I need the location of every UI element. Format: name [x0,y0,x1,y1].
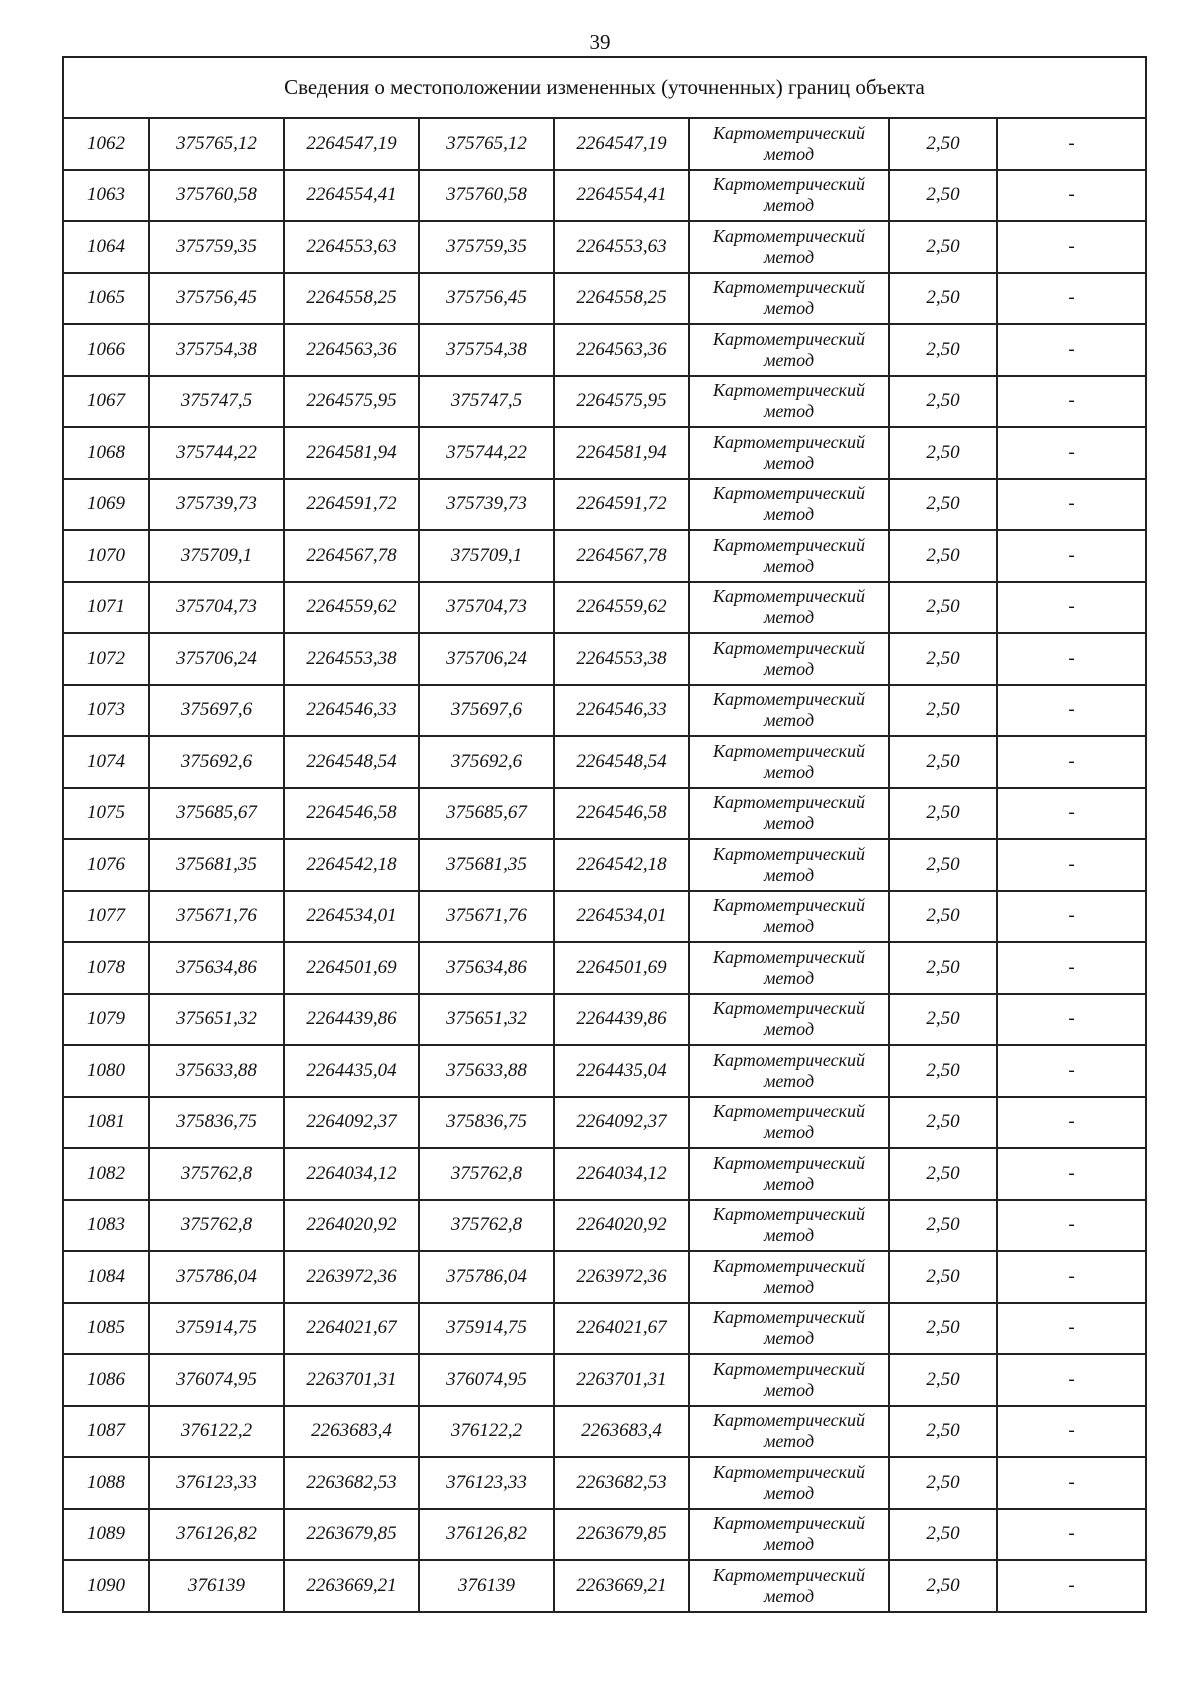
refined-y-cell: 2264563,36 [554,324,689,376]
method-cell: Картометрический метод [689,942,889,994]
refined-x-cell: 375706,24 [419,633,554,685]
description-cell: - [997,1457,1146,1509]
existing-y-cell: 2263669,21 [284,1560,419,1612]
description-cell: - [997,1406,1146,1458]
table-row [63,530,1146,582]
accuracy-cell: 2,50 [889,273,997,325]
accuracy-cell: 2,50 [889,1457,997,1509]
point-number-cell: 1075 [63,788,149,840]
point-number-cell: 1088 [63,1457,149,1509]
method-cell: Картометрический метод [689,273,889,325]
existing-x-cell: 375762,8 [149,1148,284,1200]
existing-x-cell: 376122,2 [149,1406,284,1458]
table-title-row [63,57,1146,118]
accuracy-cell: 2,50 [889,1200,997,1252]
accuracy-cell: 2,50 [889,1509,997,1561]
method-cell: Картометрический метод [689,736,889,788]
point-number-cell: 1067 [63,376,149,428]
table-row [63,1303,1146,1355]
table-row [63,994,1146,1046]
description-cell: - [997,1200,1146,1252]
accuracy-cell: 2,50 [889,891,997,943]
existing-y-cell: 2264581,94 [284,427,419,479]
existing-x-cell: 375765,12 [149,118,284,170]
method-cell: Картометрический метод [689,994,889,1046]
description-cell: - [997,994,1146,1046]
refined-y-cell: 2264546,33 [554,685,689,737]
description-cell: - [997,736,1146,788]
existing-y-cell: 2263679,85 [284,1509,419,1561]
point-number-cell: 1077 [63,891,149,943]
existing-x-cell: 375836,75 [149,1097,284,1149]
existing-y-cell: 2263683,4 [284,1406,419,1458]
accuracy-cell: 2,50 [889,1148,997,1200]
refined-y-cell: 2264439,86 [554,994,689,1046]
accuracy-cell: 2,50 [889,479,997,531]
description-cell: - [997,1560,1146,1612]
existing-y-cell: 2264021,67 [284,1303,419,1355]
method-cell: Картометрический метод [689,118,889,170]
description-cell: - [997,1303,1146,1355]
existing-x-cell: 375681,35 [149,839,284,891]
method-cell: Картометрический метод [689,324,889,376]
refined-y-cell: 2264548,54 [554,736,689,788]
table-row [63,1354,1146,1406]
refined-x-cell: 375671,76 [419,891,554,943]
existing-x-cell: 375760,58 [149,170,284,222]
method-cell: Картометрический метод [689,891,889,943]
refined-y-cell: 2264558,25 [554,273,689,325]
point-number-cell: 1065 [63,273,149,325]
accuracy-cell: 2,50 [889,1560,997,1612]
refined-x-cell: 375914,75 [419,1303,554,1355]
method-cell: Картометрический метод [689,1457,889,1509]
method-cell: Картометрический метод [689,582,889,634]
method-cell: Картометрический метод [689,685,889,737]
refined-x-cell: 375762,8 [419,1200,554,1252]
description-cell: - [997,942,1146,994]
table-row [63,1200,1146,1252]
point-number-cell: 1063 [63,170,149,222]
method-cell: Картометрический метод [689,530,889,582]
method-cell: Картометрический метод [689,839,889,891]
existing-x-cell: 376139 [149,1560,284,1612]
existing-y-cell: 2264546,33 [284,685,419,737]
table-row [63,479,1146,531]
existing-y-cell: 2264547,19 [284,118,419,170]
refined-y-cell: 2264553,63 [554,221,689,273]
accuracy-cell: 2,50 [889,376,997,428]
existing-x-cell: 375651,32 [149,994,284,1046]
existing-y-cell: 2263682,53 [284,1457,419,1509]
method-cell: Картометрический метод [689,1406,889,1458]
accuracy-cell: 2,50 [889,324,997,376]
table-row [63,118,1146,170]
existing-x-cell: 375744,22 [149,427,284,479]
point-number-cell: 1084 [63,1251,149,1303]
refined-x-cell: 375836,75 [419,1097,554,1149]
existing-x-cell: 376074,95 [149,1354,284,1406]
method-cell: Картометрический метод [689,1148,889,1200]
accuracy-cell: 2,50 [889,1406,997,1458]
description-cell: - [997,891,1146,943]
point-number-cell: 1074 [63,736,149,788]
refined-y-cell: 2264021,67 [554,1303,689,1355]
method-cell: Картометрический метод [689,1303,889,1355]
refined-x-cell: 375739,73 [419,479,554,531]
refined-y-cell: 2264553,38 [554,633,689,685]
description-cell: - [997,376,1146,428]
point-number-cell: 1080 [63,1045,149,1097]
table-row [63,170,1146,222]
description-cell: - [997,685,1146,737]
description-cell: - [997,1354,1146,1406]
accuracy-cell: 2,50 [889,170,997,222]
method-cell: Картометрический метод [689,788,889,840]
table-row [63,1457,1146,1509]
refined-x-cell: 376074,95 [419,1354,554,1406]
existing-x-cell: 375697,6 [149,685,284,737]
point-number-cell: 1073 [63,685,149,737]
table-row [63,1251,1146,1303]
refined-x-cell: 376122,2 [419,1406,554,1458]
existing-y-cell: 2264548,54 [284,736,419,788]
description-cell: - [997,1097,1146,1149]
refined-x-cell: 375759,35 [419,221,554,273]
accuracy-cell: 2,50 [889,1303,997,1355]
refined-x-cell: 375744,22 [419,427,554,479]
refined-x-cell: 375685,67 [419,788,554,840]
refined-y-cell: 2264034,12 [554,1148,689,1200]
refined-y-cell: 2264435,04 [554,1045,689,1097]
refined-y-cell: 2263682,53 [554,1457,689,1509]
table-row [63,1097,1146,1149]
existing-x-cell: 375633,88 [149,1045,284,1097]
existing-y-cell: 2263701,31 [284,1354,419,1406]
existing-x-cell: 375704,73 [149,582,284,634]
point-number-cell: 1062 [63,118,149,170]
table-row [63,839,1146,891]
existing-y-cell: 2264553,63 [284,221,419,273]
table-row [63,942,1146,994]
method-cell: Картометрический метод [689,479,889,531]
description-cell: - [997,1045,1146,1097]
existing-x-cell: 375706,24 [149,633,284,685]
table-row [63,891,1146,943]
description-cell: - [997,479,1146,531]
method-cell: Картометрический метод [689,1200,889,1252]
point-number-cell: 1090 [63,1560,149,1612]
refined-x-cell: 375754,38 [419,324,554,376]
refined-x-cell: 375634,86 [419,942,554,994]
accuracy-cell: 2,50 [889,530,997,582]
table-row [63,736,1146,788]
existing-y-cell: 2263972,36 [284,1251,419,1303]
description-cell: - [997,118,1146,170]
refined-y-cell: 2264547,19 [554,118,689,170]
table-row [63,221,1146,273]
existing-x-cell: 375759,35 [149,221,284,273]
existing-y-cell: 2264563,36 [284,324,419,376]
point-number-cell: 1069 [63,479,149,531]
method-cell: Картометрический метод [689,1045,889,1097]
existing-y-cell: 2264546,58 [284,788,419,840]
table-row [63,1406,1146,1458]
refined-y-cell: 2264591,72 [554,479,689,531]
method-cell: Картометрический метод [689,1097,889,1149]
accuracy-cell: 2,50 [889,1354,997,1406]
refined-x-cell: 375765,12 [419,118,554,170]
description-cell: - [997,324,1146,376]
table-row [63,1148,1146,1200]
table-row [63,685,1146,737]
refined-y-cell: 2263669,21 [554,1560,689,1612]
existing-y-cell: 2264020,92 [284,1200,419,1252]
existing-y-cell: 2264591,72 [284,479,419,531]
refined-x-cell: 375681,35 [419,839,554,891]
accuracy-cell: 2,50 [889,736,997,788]
refined-y-cell: 2264567,78 [554,530,689,582]
point-number-cell: 1068 [63,427,149,479]
description-cell: - [997,633,1146,685]
table-row [63,582,1146,634]
existing-y-cell: 2264542,18 [284,839,419,891]
description-cell: - [997,582,1146,634]
method-cell: Картометрический метод [689,1251,889,1303]
existing-y-cell: 2264553,38 [284,633,419,685]
existing-x-cell: 375671,76 [149,891,284,943]
description-cell: - [997,1148,1146,1200]
table-body [63,118,1146,1612]
refined-x-cell: 376123,33 [419,1457,554,1509]
refined-y-cell: 2263679,85 [554,1509,689,1561]
table-row [63,324,1146,376]
existing-y-cell: 2264092,37 [284,1097,419,1149]
point-number-cell: 1082 [63,1148,149,1200]
accuracy-cell: 2,50 [889,942,997,994]
existing-x-cell: 375709,1 [149,530,284,582]
description-cell: - [997,1251,1146,1303]
description-cell: - [997,221,1146,273]
refined-x-cell: 375786,04 [419,1251,554,1303]
existing-y-cell: 2264559,62 [284,582,419,634]
accuracy-cell: 2,50 [889,839,997,891]
refined-y-cell: 2263972,36 [554,1251,689,1303]
refined-x-cell: 375633,88 [419,1045,554,1097]
description-cell: - [997,788,1146,840]
refined-y-cell: 2264501,69 [554,942,689,994]
accuracy-cell: 2,50 [889,118,997,170]
method-cell: Картометрический метод [689,221,889,273]
refined-x-cell: 375709,1 [419,530,554,582]
point-number-cell: 1072 [63,633,149,685]
refined-y-cell: 2264542,18 [554,839,689,891]
point-number-cell: 1079 [63,994,149,1046]
existing-x-cell: 376123,33 [149,1457,284,1509]
method-cell: Картометрический метод [689,376,889,428]
existing-x-cell: 375692,6 [149,736,284,788]
table-row [63,427,1146,479]
description-cell: - [997,530,1146,582]
refined-x-cell: 376139 [419,1560,554,1612]
method-cell: Картометрический метод [689,427,889,479]
accuracy-cell: 2,50 [889,994,997,1046]
description-cell: - [997,273,1146,325]
point-number-cell: 1070 [63,530,149,582]
accuracy-cell: 2,50 [889,582,997,634]
method-cell: Картометрический метод [689,170,889,222]
existing-y-cell: 2264435,04 [284,1045,419,1097]
refined-x-cell: 375704,73 [419,582,554,634]
refined-y-cell: 2264575,95 [554,376,689,428]
refined-y-cell: 2264534,01 [554,891,689,943]
existing-y-cell: 2264554,41 [284,170,419,222]
method-cell: Картометрический метод [689,633,889,685]
table-title: Сведения о местоположении измененных (уточненных) границ объекта [63,57,1146,118]
existing-x-cell: 375747,5 [149,376,284,428]
point-number-cell: 1081 [63,1097,149,1149]
table-row [63,633,1146,685]
accuracy-cell: 2,50 [889,1097,997,1149]
table-row [63,273,1146,325]
refined-y-cell: 2263701,31 [554,1354,689,1406]
table-row [63,1509,1146,1561]
point-number-cell: 1083 [63,1200,149,1252]
accuracy-cell: 2,50 [889,633,997,685]
refined-x-cell: 375697,6 [419,685,554,737]
refined-x-cell: 375760,58 [419,170,554,222]
existing-y-cell: 2264534,01 [284,891,419,943]
refined-x-cell: 375651,32 [419,994,554,1046]
refined-y-cell: 2264581,94 [554,427,689,479]
point-number-cell: 1087 [63,1406,149,1458]
existing-x-cell: 375685,67 [149,788,284,840]
existing-y-cell: 2264567,78 [284,530,419,582]
refined-y-cell: 2263683,4 [554,1406,689,1458]
existing-x-cell: 375739,73 [149,479,284,531]
existing-x-cell: 375634,86 [149,942,284,994]
accuracy-cell: 2,50 [889,685,997,737]
existing-x-cell: 375754,38 [149,324,284,376]
point-number-cell: 1071 [63,582,149,634]
table-row [63,1560,1146,1612]
refined-y-cell: 2264554,41 [554,170,689,222]
description-cell: - [997,427,1146,479]
point-number-cell: 1089 [63,1509,149,1561]
method-cell: Картометрический метод [689,1560,889,1612]
description-cell: - [997,170,1146,222]
description-cell: - [997,1509,1146,1561]
accuracy-cell: 2,50 [889,1045,997,1097]
point-number-cell: 1066 [63,324,149,376]
table-row [63,376,1146,428]
refined-y-cell: 2264559,62 [554,582,689,634]
refined-x-cell: 375692,6 [419,736,554,788]
table-row [63,788,1146,840]
accuracy-cell: 2,50 [889,427,997,479]
boundary-coordinates-table [62,56,1147,1613]
description-cell: - [997,839,1146,891]
point-number-cell: 1086 [63,1354,149,1406]
accuracy-cell: 2,50 [889,1251,997,1303]
refined-x-cell: 375747,5 [419,376,554,428]
existing-y-cell: 2264439,86 [284,994,419,1046]
refined-y-cell: 2264092,37 [554,1097,689,1149]
existing-y-cell: 2264034,12 [284,1148,419,1200]
existing-x-cell: 375914,75 [149,1303,284,1355]
refined-x-cell: 375756,45 [419,273,554,325]
existing-x-cell: 376126,82 [149,1509,284,1561]
page-number: 39 [589,30,611,54]
existing-y-cell: 2264575,95 [284,376,419,428]
refined-y-cell: 2264020,92 [554,1200,689,1252]
existing-x-cell: 375756,45 [149,273,284,325]
point-number-cell: 1085 [63,1303,149,1355]
existing-y-cell: 2264558,25 [284,273,419,325]
accuracy-cell: 2,50 [889,788,997,840]
point-number-cell: 1064 [63,221,149,273]
method-cell: Картометрический метод [689,1354,889,1406]
refined-x-cell: 375762,8 [419,1148,554,1200]
point-number-cell: 1076 [63,839,149,891]
method-cell: Картометрический метод [689,1509,889,1561]
refined-y-cell: 2264546,58 [554,788,689,840]
table-row [63,1045,1146,1097]
point-number-cell: 1078 [63,942,149,994]
existing-x-cell: 375786,04 [149,1251,284,1303]
accuracy-cell: 2,50 [889,221,997,273]
existing-y-cell: 2264501,69 [284,942,419,994]
existing-x-cell: 375762,8 [149,1200,284,1252]
refined-x-cell: 376126,82 [419,1509,554,1561]
